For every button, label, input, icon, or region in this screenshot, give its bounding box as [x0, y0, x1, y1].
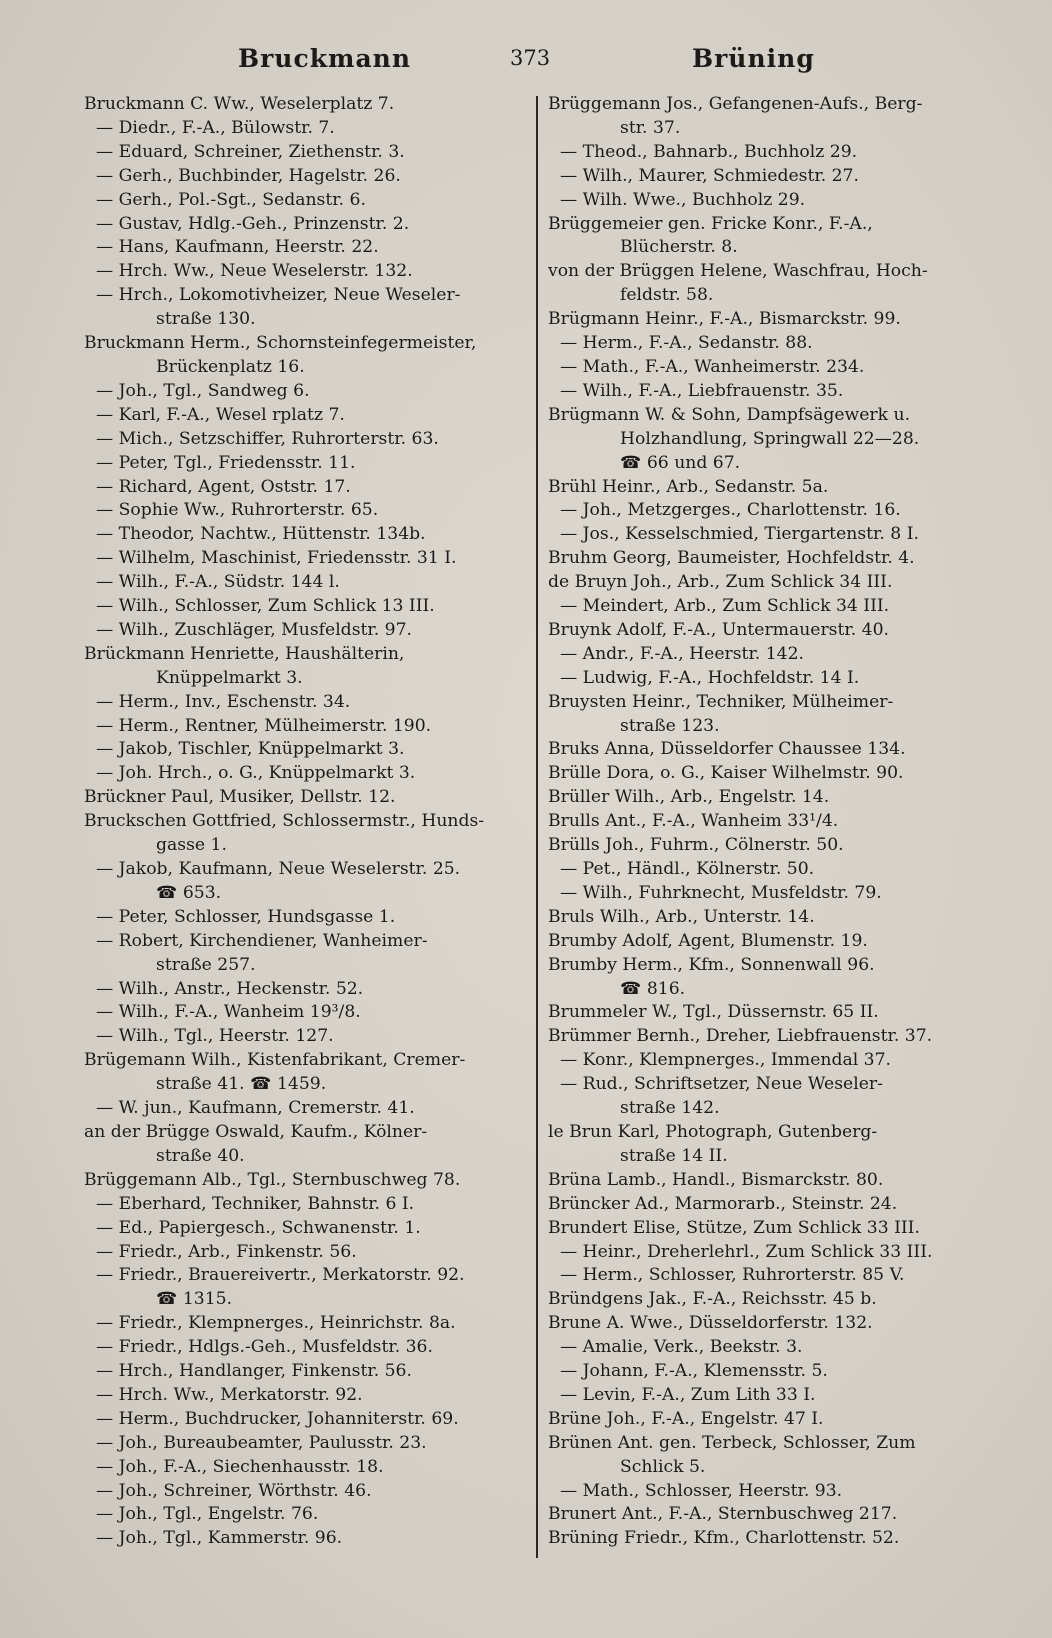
directory-entry-line: Brulls Ant., F.-A., Wanheim 33¹/4.: [548, 811, 839, 832]
directory-entry-line: — Joh., Tgl., Sandweg 6.: [96, 380, 310, 401]
directory-entry-line: Brückner Paul, Musiker, Dellstr. 12.: [84, 787, 396, 808]
directory-entry-line: Brückenplatz 16.: [156, 356, 305, 377]
directory-entry-line: — Joh., Schreiner, Wörthstr. 46.: [96, 1480, 372, 1501]
directory-entry-line: Brünen Ant. gen. Terbeck, Schlosser, Zum: [548, 1432, 916, 1453]
directory-entry-line: Brügemann Wilh., Kistenfabrikant, Cremer-: [84, 1050, 466, 1071]
directory-entry-line: — Wilh. Wwe., Buchholz 29.: [560, 189, 806, 210]
directory-entry-line: Bründgens Jak., F.-A., Reichsstr. 45 b.: [548, 1289, 877, 1310]
directory-entry-line: Brüne Joh., F.-A., Engelstr. 47 I.: [548, 1408, 824, 1429]
directory-entry-line: — Gustav, Hdlg.-Geh., Prinzenstr. 2.: [96, 213, 410, 234]
directory-entry-line: — Herm., Schlosser, Ruhrorterstr. 85 V.: [560, 1265, 905, 1286]
directory-entry-line: — Hrch. Ww., Merkatorstr. 92.: [96, 1384, 363, 1405]
directory-entry-line: — Sophie Ww., Ruhrorterstr. 65.: [96, 500, 379, 521]
directory-entry-line: — Ludwig, F.-A., Hochfeldstr. 14 I.: [560, 667, 860, 688]
column-divider: [536, 96, 538, 1558]
directory-entry-line: — Wilh., Schlosser, Zum Schlick 13 III.: [96, 596, 435, 617]
directory-entry-line: — Joh. Hrch., o. G., Knüppelmarkt 3.: [96, 763, 416, 784]
directory-entry-line: Brundert Elise, Stütze, Zum Schlick 33 III.: [548, 1217, 920, 1238]
directory-entry-line: Brummeler W., Tgl., Düssernstr. 65 II.: [548, 1002, 879, 1023]
directory-entry-line: straße 142.: [620, 1098, 720, 1119]
directory-entry-line: Bruynk Adolf, F.-A., Untermauerstr. 40.: [548, 619, 889, 640]
directory-entry-line: — Herm., Rentner, Mülheimerstr. 190.: [96, 715, 432, 736]
directory-entry-line: — Friedr., Brauereivertr., Merkatorstr. 92.: [96, 1265, 465, 1286]
directory-entry-line: — Eduard, Schreiner, Ziethenstr. 3.: [96, 141, 405, 162]
directory-entry-line: — Wilh., F.-A., Wanheim 19³/8.: [96, 1002, 361, 1023]
directory-entry-line: Brülls Joh., Fuhrm., Cölnerstr. 50.: [548, 835, 844, 856]
directory-entry-line: Brüggemann Jos., Gefangenen-Aufs., Berg-: [548, 94, 923, 114]
directory-entry-line: — Wilh., Zuschläger, Musfeldstr. 97.: [96, 619, 413, 640]
directory-entry-line: Bruks Anna, Düsseldorfer Chaussee 134.: [548, 739, 906, 760]
directory-entry-line: ☎ 816.: [620, 978, 686, 999]
directory-entry-line: — Friedr., Hdlgs.-Geh., Musfeldstr. 36.: [96, 1337, 433, 1358]
directory-entry-line: — Richard, Agent, Oststr. 17.: [96, 476, 351, 497]
directory-entry-line: Bruckmann Herm., Schornsteinfegermeister,: [84, 333, 477, 354]
page-header: [0, 44, 1052, 84]
directory-entry-line: — Wilh., Tgl., Heerstr. 127.: [96, 1026, 334, 1047]
directory-entry-line: — Konr., Klempnerges., Immendal 37.: [560, 1050, 891, 1071]
directory-entry-line: — Gerh., Buchbinder, Hagelstr. 26.: [96, 165, 401, 186]
directory-entry-line: — Hrch., Lokomotivheizer, Neue Weseler-: [96, 285, 461, 306]
directory-entry-line: — Hrch., Handlanger, Finkenstr. 56.: [96, 1361, 412, 1382]
directory-entry-line: Bruhm Georg, Baumeister, Hochfeldstr. 4.: [548, 548, 915, 569]
directory-entry-line: Brüggemeier gen. Fricke Konr., F.-A.,: [548, 213, 873, 234]
directory-entry-line: Brumby Adolf, Agent, Blumenstr. 19.: [548, 930, 868, 951]
directory-entry-line: — Diedr., F.-A., Bülowstr. 7.: [96, 117, 335, 138]
directory-entry-line: an der Brügge Oswald, Kaufm., Kölner-: [84, 1121, 428, 1142]
directory-entry-line: — Herm., F.-A., Sedanstr. 88.: [560, 333, 813, 354]
directory-entry-line: — Joh., Tgl., Engelstr. 76.: [96, 1504, 319, 1525]
directory-entry-line: — Hans, Kaufmann, Heerstr. 22.: [96, 237, 379, 258]
directory-entry-line: Knüppelmarkt 3.: [156, 667, 303, 688]
directory-entry-line: — Hrch. Ww., Neue Weselerstr. 132.: [96, 261, 413, 282]
directory-entry-line: — Joh., Bureaubeamter, Paulusstr. 23.: [96, 1432, 427, 1453]
directory-entry-line: Brune A. Wwe., Düsseldorferstr. 132.: [548, 1313, 873, 1334]
directory-entry-line: — Math., Schlosser, Heerstr. 93.: [560, 1480, 843, 1501]
directory-entry-line: — Theod., Bahnarb., Buchholz 29.: [560, 141, 858, 162]
directory-entry-line: — Ed., Papiergesch., Schwanenstr. 1.: [96, 1217, 421, 1238]
directory-entry-line: — Friedr., Klempnerges., Heinrichstr. 8a.: [96, 1313, 456, 1334]
directory-entry-line: Holzhandlung, Springwall 22—28.: [620, 428, 920, 449]
directory-entry-line: de Bruyn Joh., Arb., Zum Schlick 34 III.: [548, 572, 893, 593]
left-column: [84, 93, 536, 1551]
directory-entry-line: — Rud., Schriftsetzer, Neue Weseler-: [560, 1074, 883, 1095]
directory-entry-line: — Heinr., Dreherlehrl., Zum Schlick 33 III.: [560, 1241, 933, 1262]
directory-entry-line: — Wilh., Fuhrknecht, Musfeldstr. 79.: [560, 882, 882, 903]
directory-entry-line: ☎ 66 und 67.: [620, 452, 741, 473]
page-number: 373: [510, 46, 551, 70]
directory-entry-line: — Karl, F.-A., Wesel rplatz 7.: [96, 404, 345, 425]
directory-entry-line: — Joh., F.-A., Siechenhausstr. 18.: [96, 1456, 384, 1477]
directory-entry-line: Brülle Dora, o. G., Kaiser Wilhelmstr. 90.: [548, 763, 904, 784]
directory-entry-line: straße 130.: [156, 309, 256, 330]
directory-entry-line: — Jakob, Tischler, Knüppelmarkt 3.: [96, 739, 405, 760]
directory-entry-line: Brückmann Henriette, Haushälterin,: [84, 643, 405, 664]
directory-entry-line: — Wilh., Anstr., Heckenstr. 52.: [96, 978, 364, 999]
directory-entry-line: Bruckmann C. Ww., Weselerplatz 7.: [84, 94, 395, 114]
directory-entry-line: Bruls Wilh., Arb., Unterstr. 14.: [548, 906, 815, 927]
directory-entry-line: Blücherstr. 8.: [620, 237, 738, 258]
directory-entry-line: — Wilhelm, Maschinist, Friedensstr. 31 I.: [96, 548, 457, 569]
directory-entry-line: Brüning Friedr., Kfm., Charlottenstr. 52.: [548, 1528, 900, 1549]
header-right-keyword: Brüning: [692, 44, 815, 73]
directory-entry-line: straße 257.: [156, 954, 256, 975]
directory-entry-line: — Mich., Setzschiffer, Ruhrorterstr. 63.: [96, 428, 439, 449]
directory-entry-line: straße 41. ☎ 1459.: [156, 1074, 327, 1095]
directory-entry-line: — Andr., F.-A., Heerstr. 142.: [560, 643, 804, 664]
directory-entry-line: — Jakob, Kaufmann, Neue Weselerstr. 25.: [96, 859, 461, 879]
directory-entry-line: Brühl Heinr., Arb., Sedanstr. 5a.: [548, 476, 829, 497]
directory-entry-line: le Brun Karl, Photograph, Gutenberg-: [548, 1121, 878, 1142]
directory-entry-line: — Amalie, Verk., Beekstr. 3.: [560, 1337, 803, 1358]
directory-entry-line: — Peter, Schlosser, Hundsgasse 1.: [96, 906, 396, 927]
directory-entry-line: Brumby Herm., Kfm., Sonnenwall 96.: [548, 954, 875, 975]
directory-entry-line: straße 123.: [620, 715, 720, 736]
directory-entry-line: Brunert Ant., F.-A., Sternbuschweg 217.: [548, 1504, 898, 1525]
directory-entry-line: — Robert, Kirchendiener, Wanheimer-: [96, 930, 428, 951]
directory-entry-line: Bruysten Heinr., Techniker, Mülheimer-: [548, 691, 894, 712]
directory-entry-line: ☎ 653.: [156, 882, 222, 903]
directory-entry-line: Brüggemann Alb., Tgl., Sternbuschweg 78.: [84, 1169, 461, 1190]
directory-entry-line: — Joh., Tgl., Kammerstr. 96.: [96, 1528, 343, 1549]
directory-entry-line: straße 40.: [156, 1145, 245, 1166]
directory-entry-line: ☎ 1315.: [156, 1289, 233, 1310]
right-column: [548, 93, 988, 1551]
directory-entry-line: Schlick 5.: [620, 1456, 706, 1477]
directory-entry-line: Bruckschen Gottfried, Schlossermstr., Hunds-: [84, 811, 485, 832]
header-left-keyword: Bruckmann: [238, 44, 412, 73]
directory-entry-line: — Peter, Tgl., Friedensstr. 11.: [96, 452, 356, 473]
directory-entry-line: — Wilh., F.-A., Südstr. 144 l.: [96, 572, 340, 593]
directory-entry-line: Brügmann Heinr., F.-A., Bismarckstr. 99.: [548, 309, 901, 330]
directory-entry-line: gasse 1.: [156, 835, 227, 856]
directory-entry-line: — Herm., Buchdrucker, Johanniterstr. 69.: [96, 1408, 459, 1429]
directory-entry-line: — Johann, F.-A., Klemensstr. 5.: [560, 1361, 828, 1382]
directory-entry-line: von der Brüggen Helene, Waschfrau, Hoch-: [548, 261, 928, 282]
directory-entry-line: — Herm., Inv., Eschenstr. 34.: [96, 691, 351, 712]
directory-entry-line: — Theodor, Nachtw., Hüttenstr. 134b.: [96, 524, 426, 545]
directory-entry-line: — Joh., Metzgerges., Charlottenstr. 16.: [560, 500, 901, 521]
directory-entry-line: — Wilh., Maurer, Schmiedestr. 27.: [560, 165, 859, 186]
directory-entry-line: Brümmer Bernh., Dreher, Liebfrauenstr. 37.: [548, 1026, 933, 1047]
directory-entry-line: — Pet., Händl., Kölnerstr. 50.: [560, 859, 815, 879]
directory-entry-line: feldstr. 58.: [620, 285, 714, 306]
directory-entry-line: Brüna Lamb., Handl., Bismarckstr. 80.: [548, 1169, 884, 1190]
directory-entry-line: — Meindert, Arb., Zum Schlick 34 III.: [560, 596, 890, 617]
directory-entry-line: — Eberhard, Techniker, Bahnstr. 6 I.: [96, 1193, 415, 1214]
directory-entry-line: Brüncker Ad., Marmorarb., Steinstr. 24.: [548, 1193, 898, 1214]
directory-entry-line: Brüller Wilh., Arb., Engelstr. 14.: [548, 787, 830, 808]
directory-entry-line: — Wilh., F.-A., Liebfrauenstr. 35.: [560, 380, 844, 401]
directory-entry-line: str. 37.: [620, 117, 681, 138]
directory-entry-line: straße 14 II.: [620, 1145, 728, 1166]
directory-entry-line: — Gerh., Pol.-Sgt., Sedanstr. 6.: [96, 189, 366, 210]
directory-entry-line: — Friedr., Arb., Finkenstr. 56.: [96, 1241, 357, 1262]
directory-entry-line: — Math., F.-A., Wanheimerstr. 234.: [560, 356, 865, 377]
directory-entry-line: — Jos., Kesselschmied, Tiergartenstr. 8 I.: [560, 524, 919, 545]
directory-entry-line: — Levin, F.-A., Zum Lith 33 I.: [560, 1384, 816, 1405]
directory-entry-line: — W. jun., Kaufmann, Cremerstr. 41.: [96, 1098, 415, 1119]
directory-entry-line: Brügmann W. & Sohn, Dampfsägewerk u.: [548, 404, 911, 425]
